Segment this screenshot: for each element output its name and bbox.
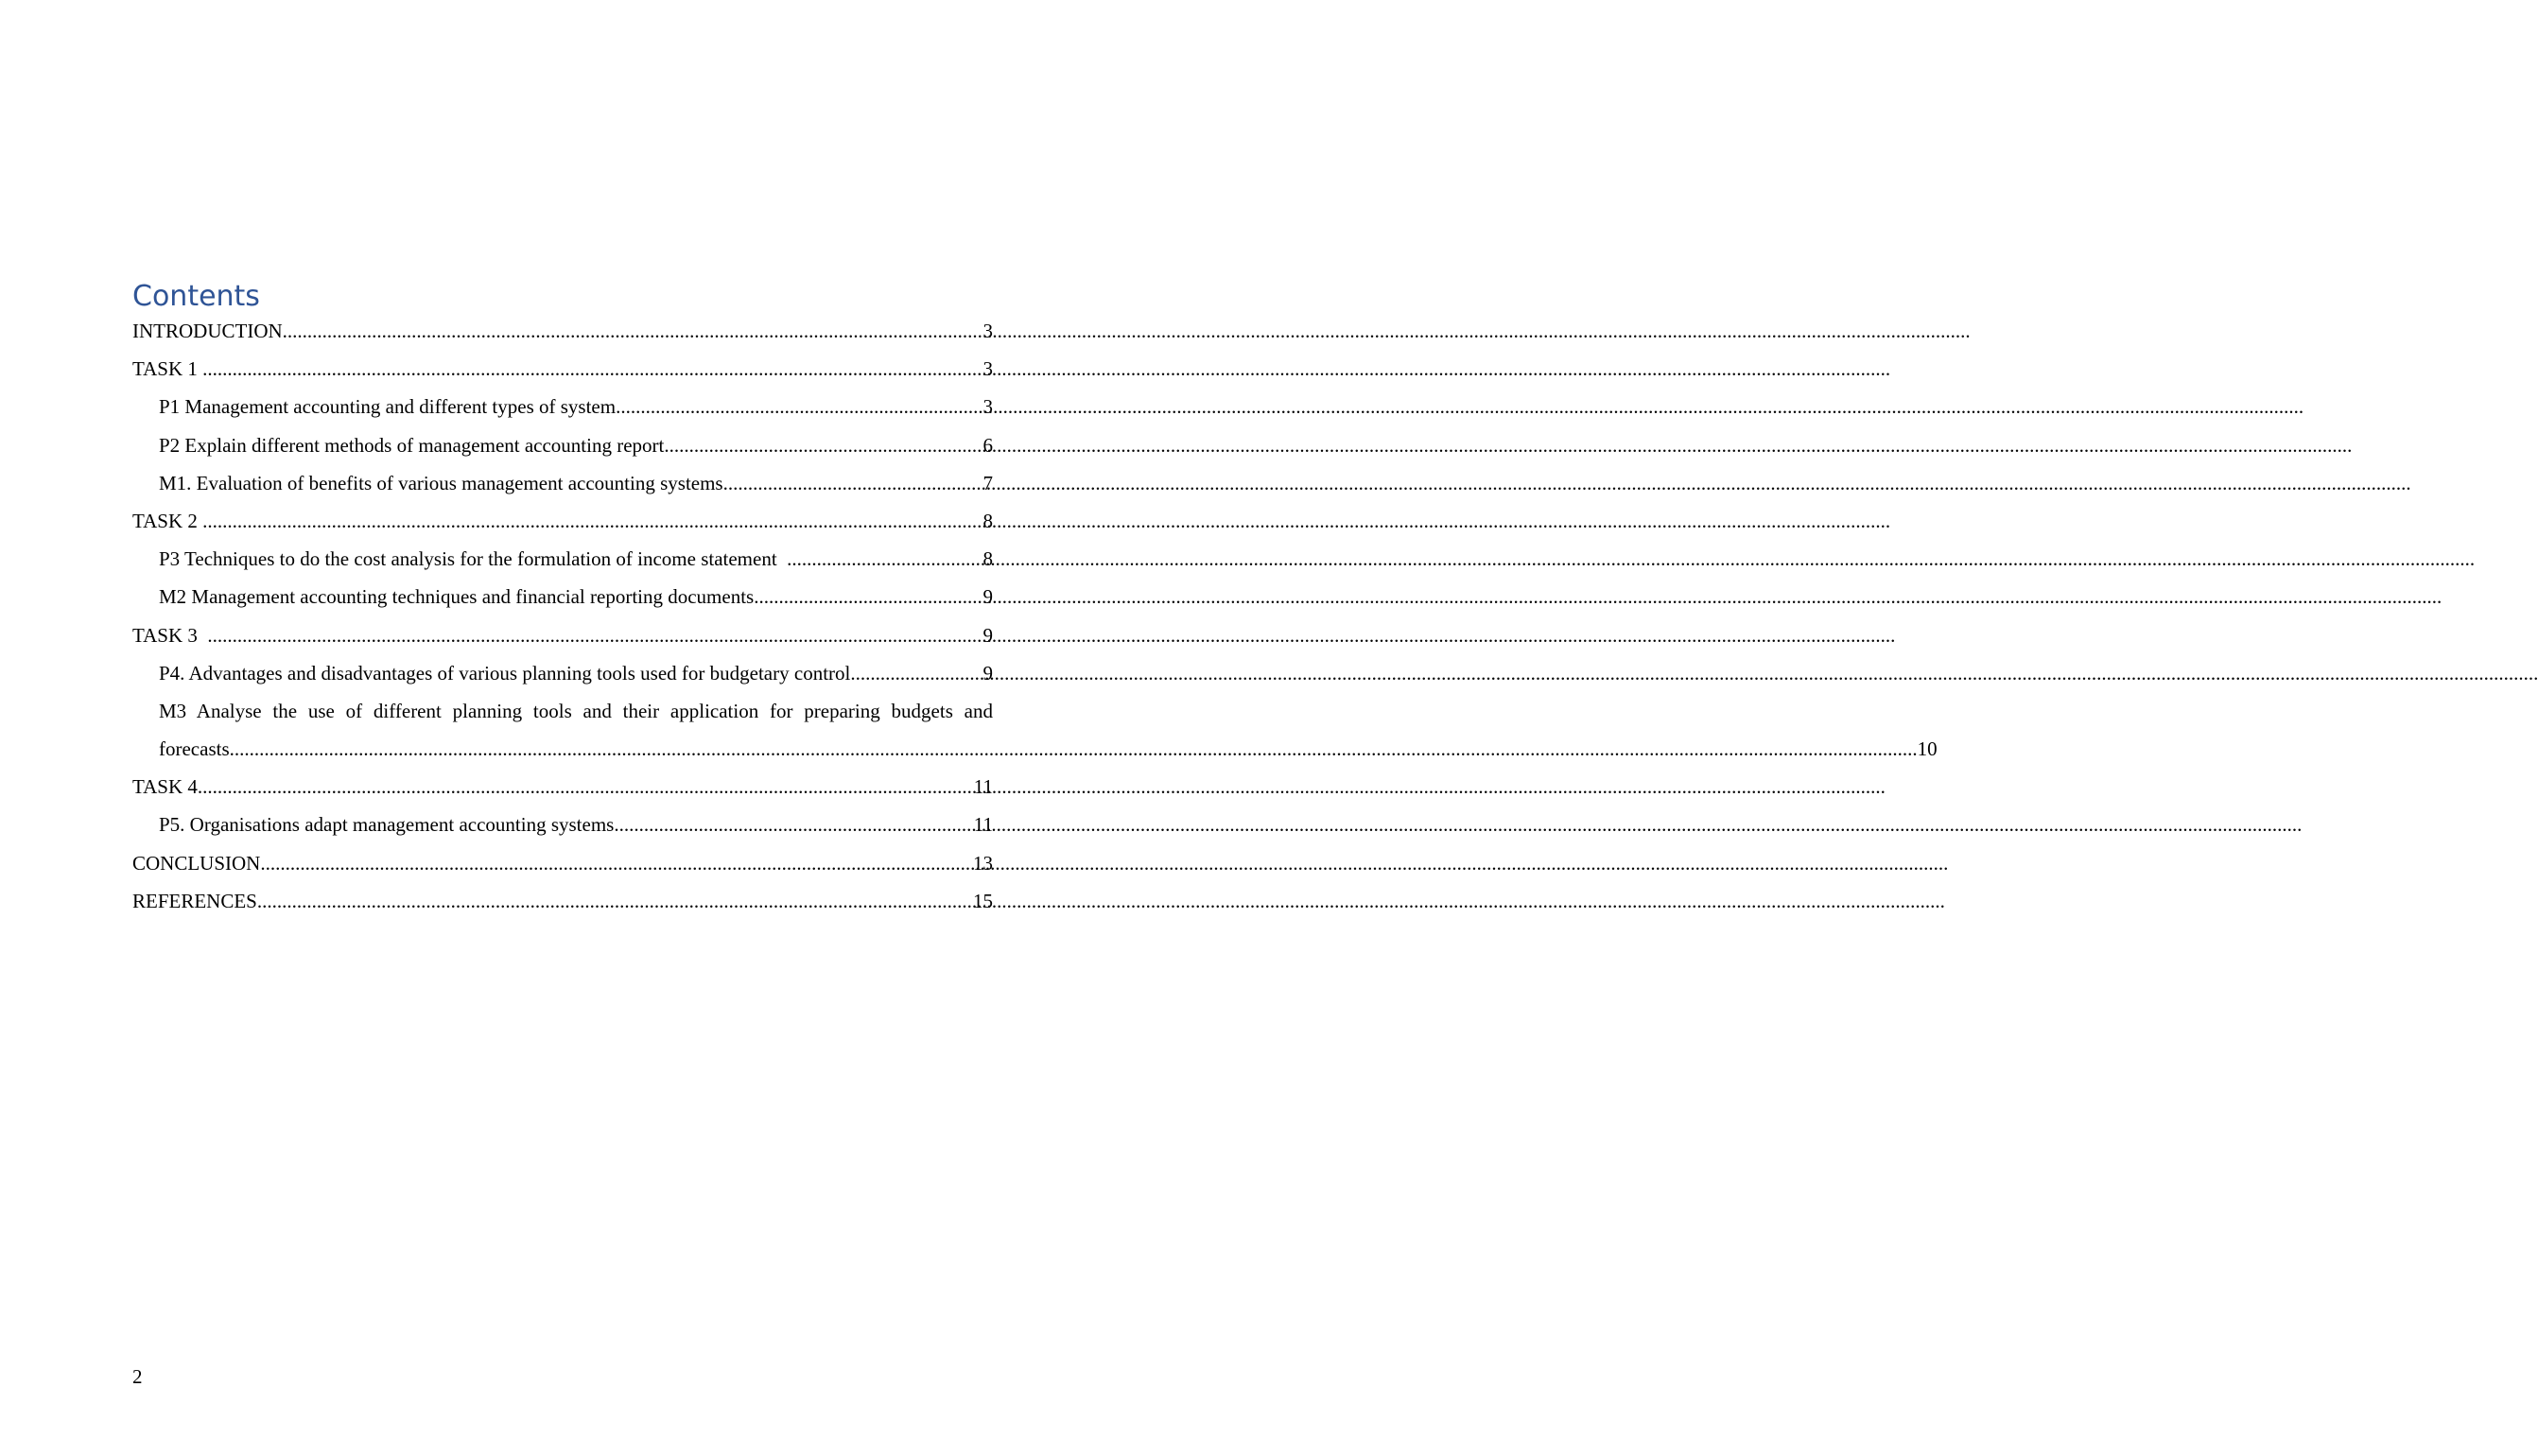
toc-dot-leader	[614, 806, 973, 843]
toc-dot-leader	[257, 882, 973, 920]
toc-entry-references[interactable]	[132, 882, 993, 920]
toc-dot-leader	[616, 388, 982, 425]
toc-entry-task-1[interactable]	[132, 350, 993, 388]
toc-dot-leader	[260, 844, 973, 882]
toc-entry-page: 8	[982, 509, 993, 532]
toc-heading: Contents	[132, 280, 260, 313]
toc-entry-label: M2 Management accounting techniques and financial reporting documents	[159, 585, 755, 609]
table-of-contents	[132, 312, 1938, 920]
toc-entry-page: 15	[973, 889, 993, 912]
toc-dot-leader	[202, 502, 982, 540]
toc-entry-label: P3 Techniques to do the cost analysis for the formulation of income statement	[159, 547, 788, 571]
toc-entry-p1[interactable]	[132, 388, 993, 425]
toc-entry-page: 7	[982, 471, 993, 494]
toc-entry-task-2[interactable]	[132, 502, 993, 540]
toc-entry-label: TASK 4	[132, 775, 198, 799]
toc-entry-m2[interactable]	[132, 578, 993, 615]
toc-entry-page: 9	[982, 585, 993, 609]
toc-entry-page: 9	[982, 661, 993, 685]
toc-entry-page: 11	[973, 813, 993, 837]
toc-entry-p2[interactable]	[132, 426, 993, 464]
toc-dot-leader	[787, 540, 982, 578]
toc-entry-page: 10	[1917, 737, 1938, 761]
toc-entry-label-line-1: M3 Analyse the use of different planning tools and their application for preparing budgets and	[159, 699, 993, 722]
toc-entry-label: CONCLUSION	[132, 851, 261, 875]
toc-entry-label: P2 Explain different methods of management accounting report	[159, 433, 665, 457]
toc-dot-leader	[202, 350, 982, 388]
toc-entry-page: 8	[982, 547, 993, 571]
toc-entry-m3[interactable]	[132, 692, 1938, 768]
toc-dot-leader	[207, 616, 982, 654]
toc-entry-m1[interactable]	[132, 464, 993, 502]
toc-entry-task-4[interactable]	[132, 768, 993, 806]
toc-dot-leader	[723, 464, 983, 502]
toc-entry-page: 3	[982, 320, 993, 342]
toc-entry-page: 9	[982, 623, 993, 647]
toc-dot-leader	[754, 578, 982, 615]
toc-entry-label: TASK 2	[132, 509, 203, 532]
toc-entry-page: 6	[982, 433, 993, 457]
toc-entry-label: INTRODUCTION	[132, 320, 283, 342]
toc-entry-wrap	[132, 692, 1938, 768]
toc-dot-leader	[850, 654, 982, 692]
toc-entry-label: REFERENCES	[132, 889, 257, 912]
toc-entry-page: 3	[982, 357, 993, 381]
toc-dot-leader	[664, 426, 982, 464]
toc-dot-leader	[283, 312, 983, 350]
toc-entry-page: 11	[973, 775, 993, 799]
toc-entry-label: P1 Management accounting and different types of system	[159, 395, 617, 419]
toc-entry-p5[interactable]	[132, 806, 993, 843]
page-number: 2	[132, 1365, 143, 1388]
toc-entry-label: TASK 1	[132, 357, 203, 381]
toc-entry-p3[interactable]	[132, 540, 993, 578]
toc-dot-leader	[198, 768, 974, 806]
toc-entry-label: P5. Organisations adapt management accounting systems	[159, 813, 615, 837]
toc-entry-label: TASK 3	[132, 623, 208, 647]
toc-entry-label: P4. Advantages and disadvantages of various planning tools used for budgetary control	[159, 661, 851, 685]
toc-entry-introduction[interactable]	[132, 312, 993, 350]
toc-entry-p4[interactable]	[132, 654, 993, 692]
toc-entry-page: 13	[973, 851, 993, 875]
toc-entry-label: M1. Evaluation of benefits of various management accounting systems	[159, 471, 723, 494]
toc-entry-line-2	[159, 730, 1938, 768]
toc-entry-conclusion[interactable]	[132, 844, 993, 882]
toc-entry-page: 3	[982, 395, 993, 419]
toc-entry-task-3[interactable]	[132, 616, 993, 654]
toc-entry-label-line-2: forecasts	[159, 737, 230, 761]
toc-dot-leader	[230, 730, 1918, 768]
